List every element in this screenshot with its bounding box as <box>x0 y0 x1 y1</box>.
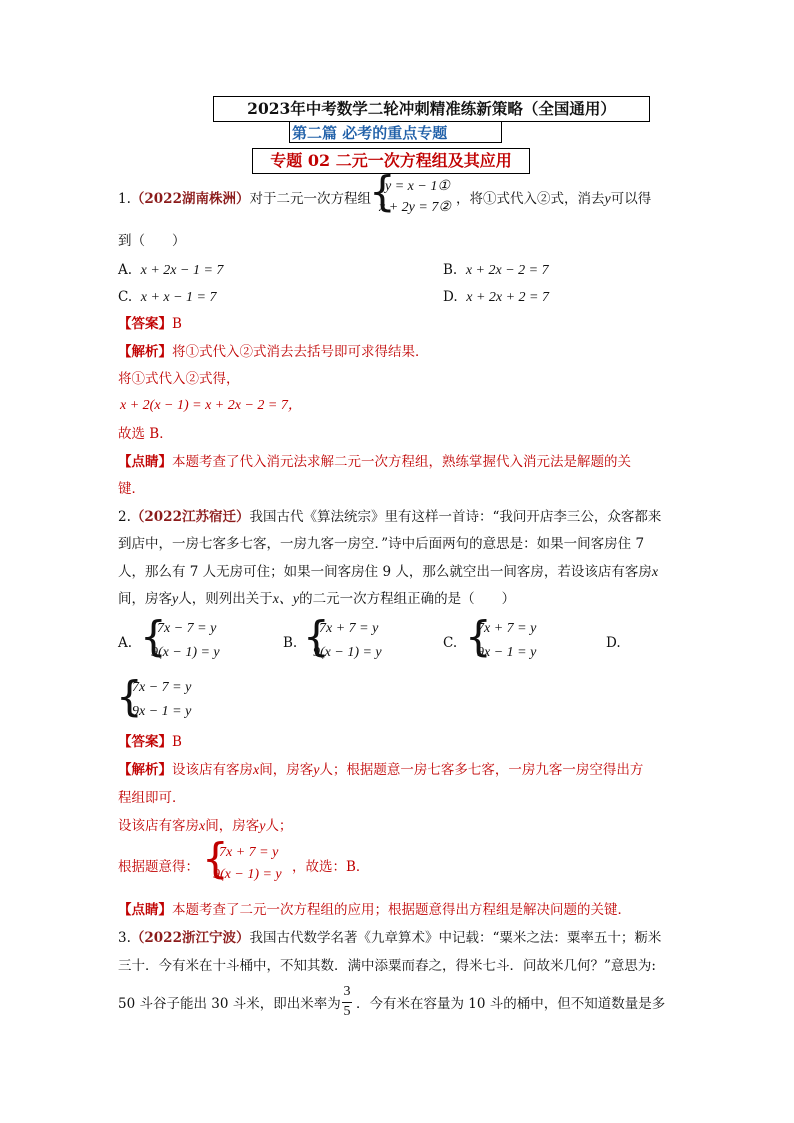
q2-work2-label: 根据题意得： <box>118 859 199 875</box>
q1-option-c-label: C. <box>118 289 133 305</box>
q1-analysis-text: 将①式代入②式消去去括号即可求得结果． <box>172 344 429 360</box>
q2-analysis-cont: 程组即可． <box>118 790 186 806</box>
q2-analysis-b: 间，房客 <box>259 762 314 778</box>
q3-fraction-numerator: 3 <box>343 984 351 999</box>
q2-stem-line2: 到店中，一房七客多七客，一房九客一房空．”诗中后面两句的意思是：如果一间客房住 7 <box>118 536 645 552</box>
q2-work-brace: { <box>202 834 229 883</box>
q2-option-a-label: A. <box>118 635 133 651</box>
q1-eq2: x + 2y = 7② <box>379 200 451 215</box>
q3-fraction-bar <box>342 1002 352 1003</box>
q2-work-eq1: 7x + 7 = y <box>219 845 279 860</box>
q2-work1-var-x: x <box>199 819 206 834</box>
q3-stem-line1 <box>118 929 661 947</box>
q1-number: 1. <box>118 191 131 207</box>
q2-option-b-eq2: 9(x − 1) = y <box>313 645 382 660</box>
q2-work1a: 设该店有客房 <box>118 818 199 834</box>
q2-stem-line4 <box>118 590 515 609</box>
q2-analysis-tag: 【解析】 <box>118 762 172 778</box>
q1-stem-line1b <box>456 190 651 209</box>
q2-stem-line1 <box>118 508 661 526</box>
q1-option-c-text: x + x − 1 = 7 <box>140 290 217 305</box>
topic-title: 专题 02 二元一次方程组及其应用 <box>252 148 530 174</box>
q2-comment <box>118 901 631 919</box>
q2-option-c-brace: { <box>465 612 492 661</box>
q2-option-a-eq1: 7x − 7 = y <box>157 621 217 636</box>
q2-analysis-c: 人；根据题意一房七客多七客，一房九客一房空得出方 <box>319 762 644 778</box>
q1-eq1: y = x − 1① <box>385 179 450 194</box>
q2-work1b: 间，房客 <box>205 818 260 834</box>
q1-answer-value: B <box>172 316 182 332</box>
q2-work1c: 人； <box>265 818 293 834</box>
q1-option-b <box>443 261 549 280</box>
q2-analysis-var-y: y <box>313 763 320 778</box>
q1-work2: x + 2(x − 1) = x + 2x − 2 = 7， <box>120 398 302 413</box>
q2-line1: 我国古代《算法统宗》里有这样一首诗：“我问开店李三公，众客都来 <box>249 509 662 525</box>
q2-option-d-brace: { <box>116 672 143 721</box>
q1-comment-tag: 【点睛】 <box>118 454 172 470</box>
q2-comment-tag: 【点睛】 <box>118 902 172 918</box>
q1-stem-line2: 到（ ） <box>118 233 186 249</box>
q2-option-c-eq2: 9x − 1 = y <box>477 645 537 660</box>
q3-fraction-denominator: 5 <box>343 1004 351 1019</box>
q2-work2-tail: ，故选：B． <box>292 859 370 875</box>
q2-analysis <box>118 761 643 780</box>
q3-stem-line2: 三十．今有米在十斗桶中，不知其数．满中添粟而舂之，得米七斗．问故米几何？”意思为: <box>118 958 656 974</box>
q3-line1: 我国古代数学名著《九章算术》中记载：“粟米之法：粟率五十；粝米 <box>249 930 662 946</box>
q1-comment-cont: 键． <box>118 481 145 497</box>
q1-analysis-tag: 【解析】 <box>118 344 172 360</box>
q1-stem-a: 对于二元一次方程组 <box>249 191 371 207</box>
q2-option-d-eq2: 9x − 1 = y <box>132 704 192 719</box>
q1-answer-tag: 【答案】 <box>118 316 172 332</box>
q3-number: 3. <box>118 930 131 946</box>
q2-option-a-eq2: 9(x − 1) = y <box>151 645 220 660</box>
q2-line3-var: x <box>651 565 659 580</box>
q1-option-d <box>443 288 549 307</box>
q2-comment-text: 本题考查了二元一次方程组的应用；根据题意得出方程组是解决问题的关键． <box>172 902 631 918</box>
document-title: 2023年中考数学二轮冲刺精准练新策略（全国通用） <box>213 96 650 122</box>
q2-analysis-var-x: x <box>253 763 260 778</box>
q2-line4-d: 的二元一次方程组正确的是（ ） <box>299 591 516 607</box>
q2-work-eq2: 9(x − 1) = y <box>213 867 282 882</box>
q2-answer-tag: 【答案】 <box>118 734 172 750</box>
q2-option-b-label: B. <box>283 635 298 651</box>
q1-answer <box>118 315 182 333</box>
q1-option-a-text: x + 2x − 1 = 7 <box>140 263 224 278</box>
q2-option-b-eq1: 7x + 7 = y <box>319 621 379 636</box>
q2-option-b-brace: { <box>303 612 330 661</box>
q1-analysis <box>118 343 429 361</box>
q1-source: （2022湖南株洲） <box>130 191 250 207</box>
q2-line4-b: 人，则列出关于 <box>178 591 273 607</box>
q1-option-d-text: x + 2x + 2 = 7 <box>466 290 550 305</box>
q2-work1-var-y: y <box>259 819 266 834</box>
q2-option-d-label: D. <box>606 635 621 651</box>
q1-option-d-label: D. <box>443 289 458 305</box>
q1-option-b-label: B. <box>443 262 458 278</box>
q2-answer <box>118 733 182 751</box>
q1-work3: 故选 B． <box>118 426 173 442</box>
q1-stem-line1 <box>118 190 371 208</box>
q1-stem-b: ，将①式代入②式，消去 <box>456 191 605 207</box>
q3-source: （2022浙江宁波） <box>130 930 250 946</box>
q1-option-a <box>118 261 223 280</box>
q2-stem-line3 <box>118 563 658 582</box>
q2-line3: 人，那么有 7 人无房可住；如果一间客房住 9 人，那么就空出一间客房，若设该店有客房 <box>118 564 652 580</box>
q2-analysis-a: 设该店有客房 <box>172 762 253 778</box>
q1-system-brace: { <box>369 167 396 216</box>
q1-option-b-text: x + 2x − 2 = 7 <box>465 263 549 278</box>
q1-option-c <box>118 288 217 307</box>
q2-option-d-eq1: 7x − 7 = y <box>132 680 192 695</box>
q2-option-a-brace: { <box>140 612 167 661</box>
q1-stem-var: y <box>604 192 611 207</box>
q1-comment <box>118 453 631 471</box>
q2-line4-vars: x、y <box>272 592 300 607</box>
q2-number: 2. <box>118 509 131 525</box>
q2-answer-value: B <box>172 734 182 750</box>
q3-stem-line3a: 50 斗谷子能出 30 斗米，即出米率为 <box>118 996 341 1012</box>
q2-source: （2022江苏宿迁） <box>130 509 250 525</box>
q1-stem-c: 可以得 <box>610 191 652 207</box>
q1-option-a-label: A. <box>118 262 133 278</box>
q2-line4-var: y <box>172 592 179 607</box>
q2-option-c-eq1: 7x + 7 = y <box>477 621 537 636</box>
q1-work1: 将①式代入②式得， <box>118 371 240 387</box>
q1-comment-text: 本题考查了代入消元法求解二元一次方程组，熟练掌握代入消元法是解题的关 <box>172 454 631 470</box>
part-title: 第二篇 必考的重点专题 <box>289 121 502 143</box>
q2-line4: 间，房客 <box>118 591 172 607</box>
q3-stem-line3b: ．今有米在容量为 10 斗的桶中，但不知道数量是多 <box>356 996 666 1012</box>
q2-option-c-label: C. <box>443 635 458 651</box>
